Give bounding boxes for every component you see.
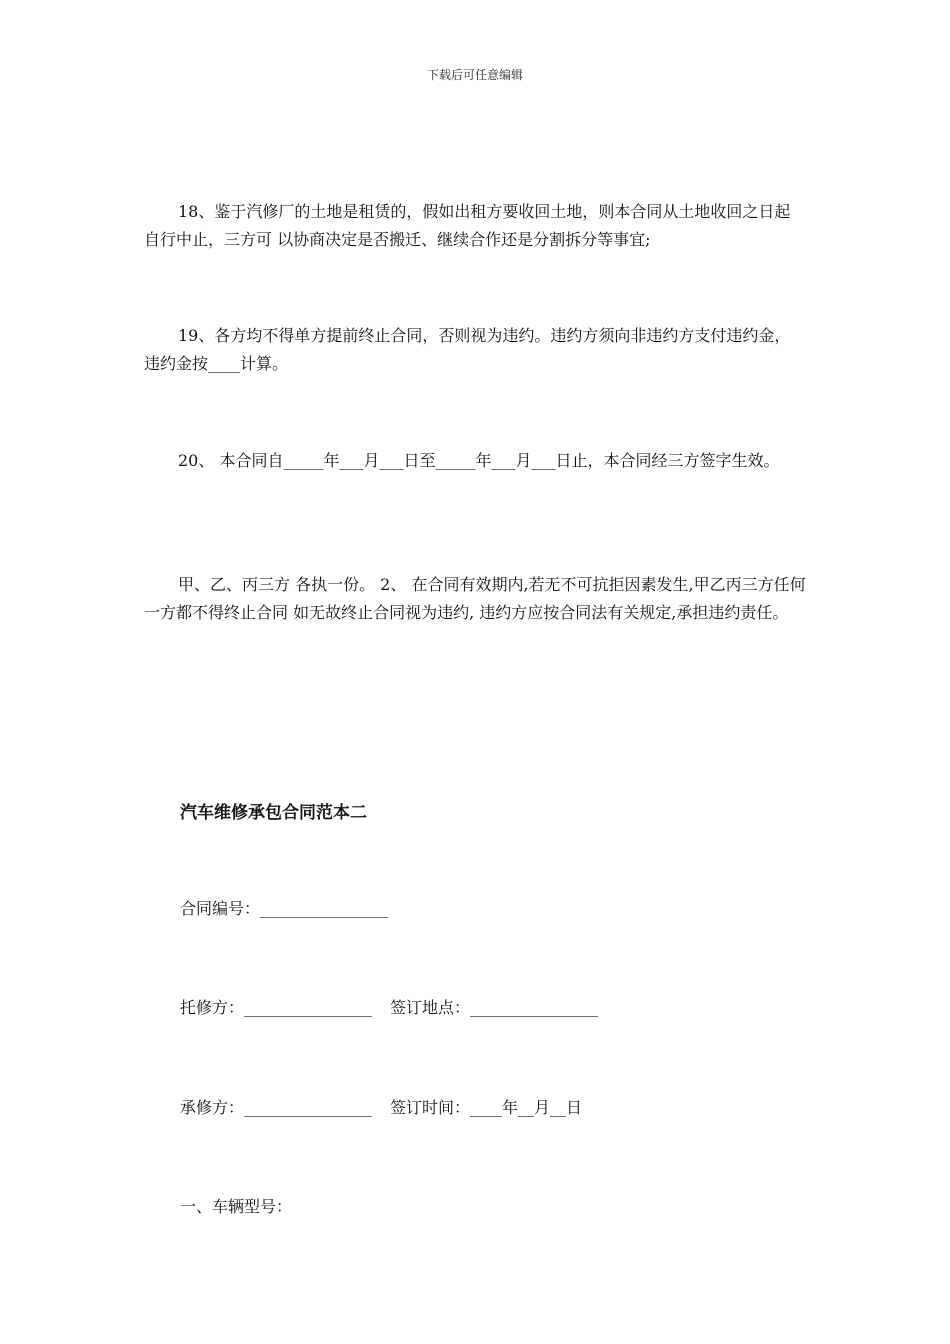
clause-19: 19、各方均不得单方提前终止合同，否则视为违约。违约方须向非违约方支付违约金，违约金按____计算。 [144, 326, 791, 373]
section-title: 汽车维修承包合同范本二 [180, 803, 367, 823]
sign-place-field: 签订地点：________________ [390, 998, 599, 1017]
client-line [180, 996, 598, 1020]
contract-number-field: 合同编号：________________ [180, 899, 389, 918]
header-note: 下载后可任意编辑 [426, 68, 523, 82]
contractor-line [180, 1096, 582, 1120]
client-field: 托修方：________________ [180, 998, 373, 1017]
vehicle-model-heading: 一、车辆型号： [180, 1197, 293, 1216]
contractor-field: 承修方：________________ [180, 1098, 373, 1117]
sign-time-field: 签订时间：____年__月__日 [390, 1098, 583, 1117]
contract-number-line [180, 897, 388, 921]
clause-copies: 甲、乙、丙三方 各执一份。 2、 在合同有效期内,若无不可抗拒因素发生,甲乙丙三方任何一方都不得终止合同 如无故终止合同视为违约, 违约方应按合同法有关规定,承担违约责任。 [144, 575, 806, 622]
clause-18: 18、鉴于汽修厂的土地是租赁的，假如出租方要收回土地，则本合同从土地收回之日起自行中止，三方可 以协商决定是否搬迁、继续合作还是分割拆分等事宜; [144, 202, 791, 249]
clause-20: 20、 本合同自_____年___月___日至_____年___月___日止，本合同经三方签字生效。 [178, 451, 780, 470]
